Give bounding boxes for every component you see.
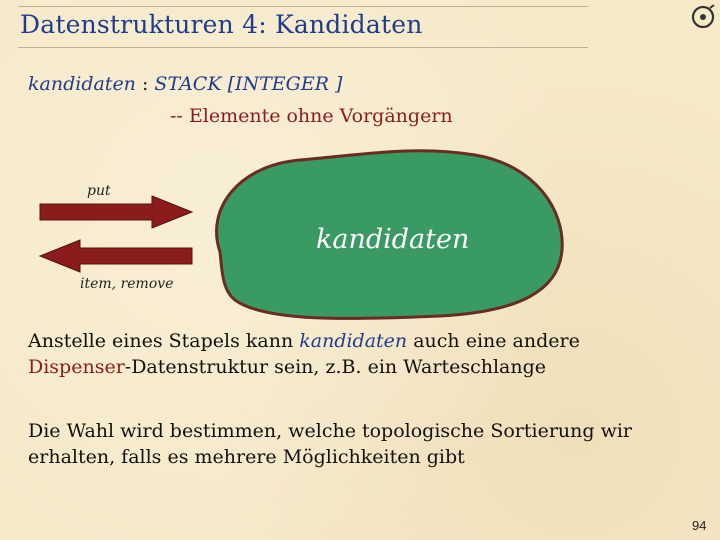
item-remove-arrow-label: item, remove <box>80 276 174 292</box>
put-arrow-label: put <box>87 183 111 199</box>
kandidaten-blob-label: kandidaten <box>316 224 470 255</box>
paragraph1-red: Dispenser <box>28 356 125 378</box>
paragraph1-emph: kandidaten <box>299 330 408 352</box>
declaration-colon: : <box>135 73 155 95</box>
eiffel-logo-icon <box>690 4 716 30</box>
declaration-type: STACK [INTEGER ] <box>154 73 343 95</box>
declaration-comment: -- Elemente ohne Vorgängern <box>170 105 453 127</box>
item-remove-arrow <box>40 240 192 272</box>
page-number: 94 <box>692 518 707 533</box>
paragraph-wahl: Die Wahl wird bestimmen, welche topologische Sortierung wir erhalten, falls es mehrere Möglichkeiten gibt <box>28 420 633 468</box>
paragraph-dispenser <box>28 328 688 380</box>
paragraph1-after: -Datenstruktur sein, z.B. ein Warteschlange <box>124 356 547 378</box>
slide-title: Datenstrukturen 4: Kandidaten <box>20 10 423 39</box>
paragraph1-before: Anstelle eines Stapels kann <box>28 330 300 352</box>
put-arrow <box>40 196 192 228</box>
title-rule-top <box>18 6 588 7</box>
title-rule-bottom <box>18 47 588 48</box>
declaration-name: kandidaten <box>28 73 136 95</box>
declaration-line <box>28 73 342 95</box>
paragraph1-middle: auch eine andere <box>407 330 580 352</box>
